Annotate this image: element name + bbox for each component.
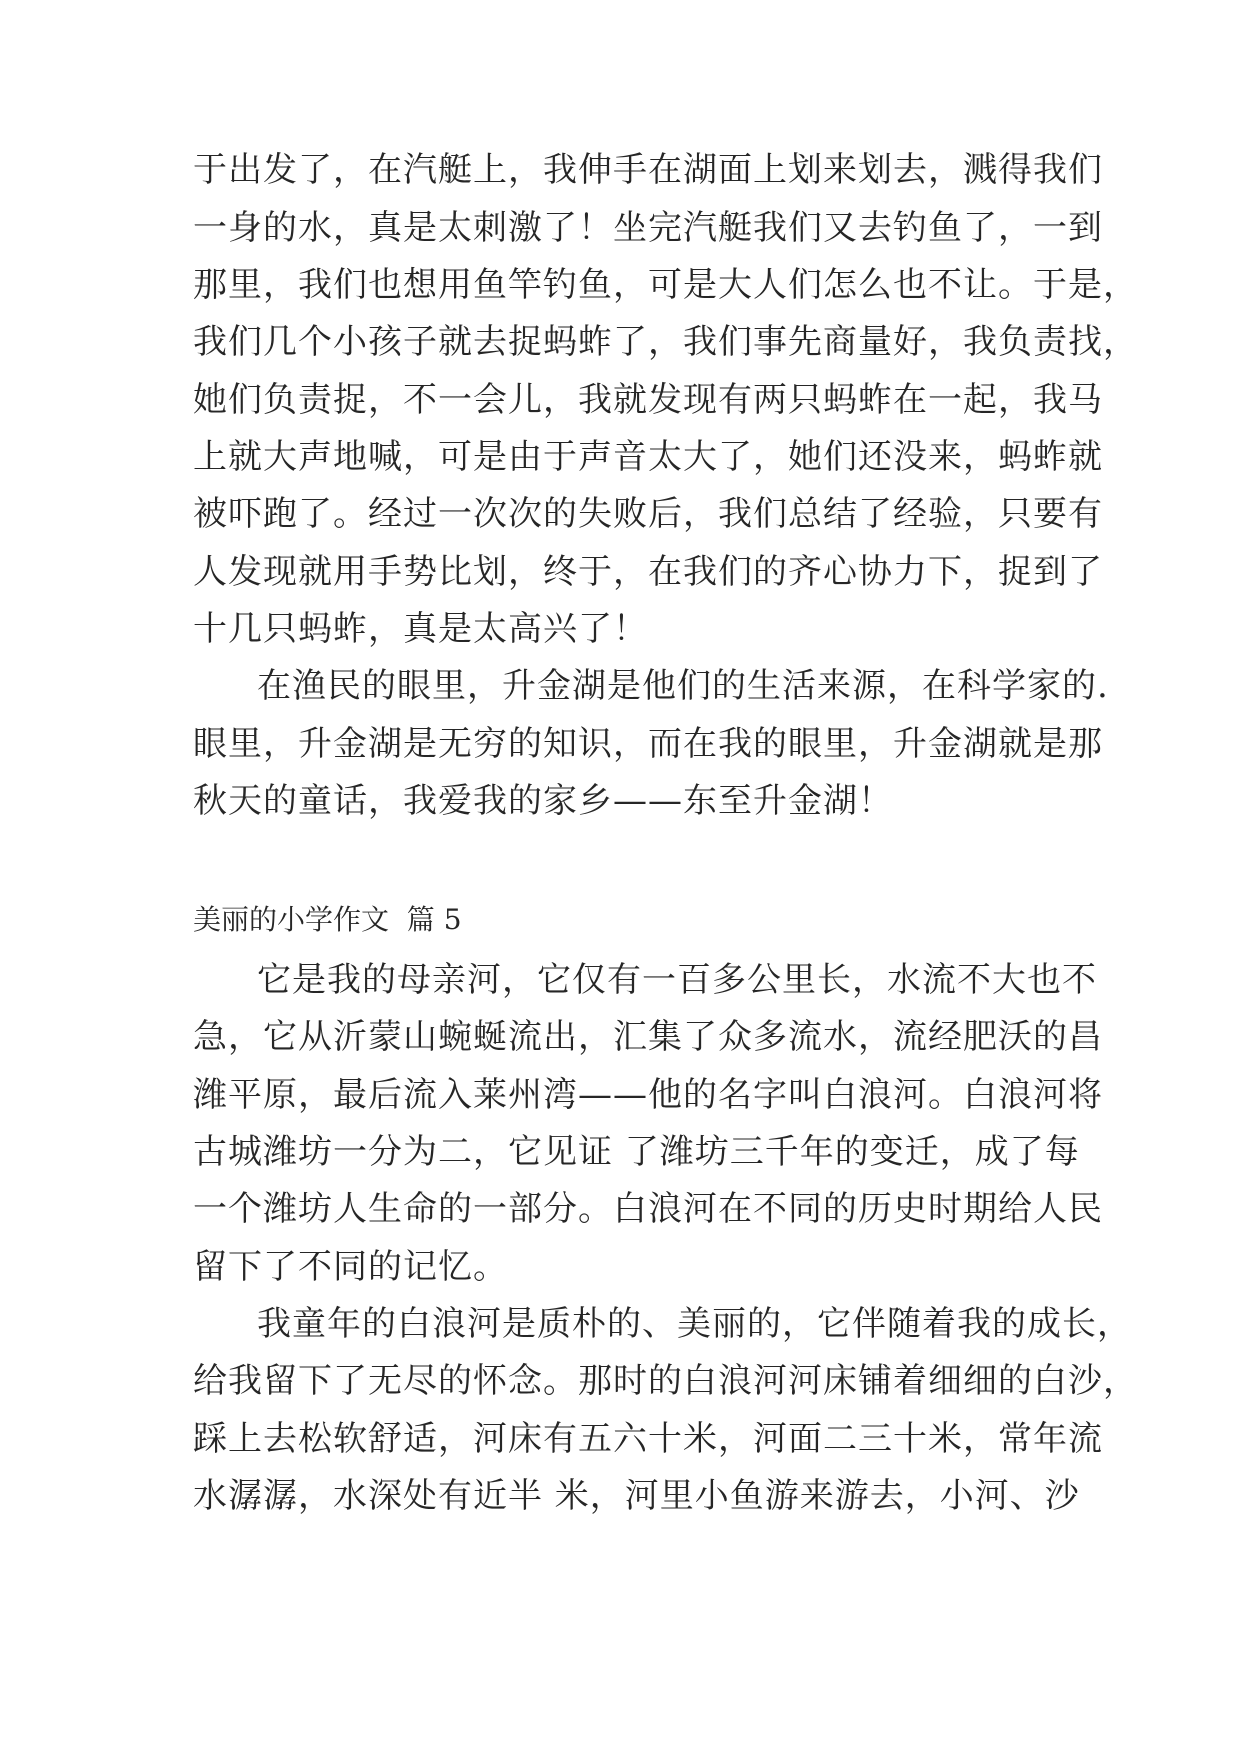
text-line: 那里，我们也想用鱼竿钓鱼，可是大人们怎么也不让。于是，	[193, 265, 1138, 305]
text-line: 潍平原，最后流入莱州湾——他的名字叫白浪河。白浪河将	[193, 1075, 1103, 1115]
text-line: 于出发了，在汽艇上，我伸手在湖面上划来划去，溅得我们	[193, 150, 1103, 190]
text-line: 踩上去松软舒适，河床有五六十米，河面二三十米，常年流	[193, 1419, 1103, 1459]
text-line: 眼里，升金湖是无穷的知识，而在我的眼里，升金湖就是那	[193, 724, 1103, 764]
text-line: 十几只蚂蚱，真是太高兴了！	[193, 609, 648, 649]
text-line: 我童年的白浪河是质朴的、美丽的，它伴随着我的成长，	[257, 1304, 1132, 1344]
text-line: 她们负责捉，不一会儿，我就发现有两只蚂蚱在一起，我马	[193, 380, 1103, 420]
text-line: 一身的水，真是太刺激了！坐完汽艇我们又去钓鱼了，一到	[193, 208, 1103, 248]
text-line: 给我留下了无尽的怀念。那时的白浪河河床铺着细细的白沙，	[193, 1361, 1138, 1401]
text-line: 急，它从沂蒙山蜿蜒流出，汇集了众多流水，流经肥沃的昌	[193, 1017, 1103, 1057]
text-line: 水潺潺，水深处有近半 米，河里小鱼游来游去，小河、沙	[193, 1476, 1080, 1516]
text-line: 一个潍坊人生命的一部分。白浪河在不同的历史时期给人民	[193, 1189, 1103, 1229]
text-line: 留下了不同的记忆。	[193, 1247, 508, 1287]
text-line: 我们几个小孩子就去捉蚂蚱了，我们事先商量好，我负责找，	[193, 322, 1138, 362]
text-line: 上就大声地喊，可是由于声音太大了，她们还没来，蚂蚱就	[193, 437, 1103, 477]
text-line: 它是我的母亲河，它仅有一百多公里长，水流不大也不	[257, 960, 1097, 1000]
text-line: 在渔民的眼里，升金湖是他们的生活来源，在科学家的.	[257, 666, 1109, 706]
text-line: 人发现就用手势比划，终于，在我们的齐心协力下，捉到了	[193, 552, 1103, 592]
text-line: 古城潍坊一分为二，它见证 了潍坊三千年的变迁，成了每	[193, 1132, 1080, 1172]
text-line: 被吓跑了。经过一次次的失败后，我们总结了经验，只要有	[193, 494, 1103, 534]
section-heading: 美丽的小学作文 篇 5	[193, 903, 462, 936]
text-line: 秋天的童话，我爱我的家乡——东至升金湖！	[193, 781, 893, 821]
